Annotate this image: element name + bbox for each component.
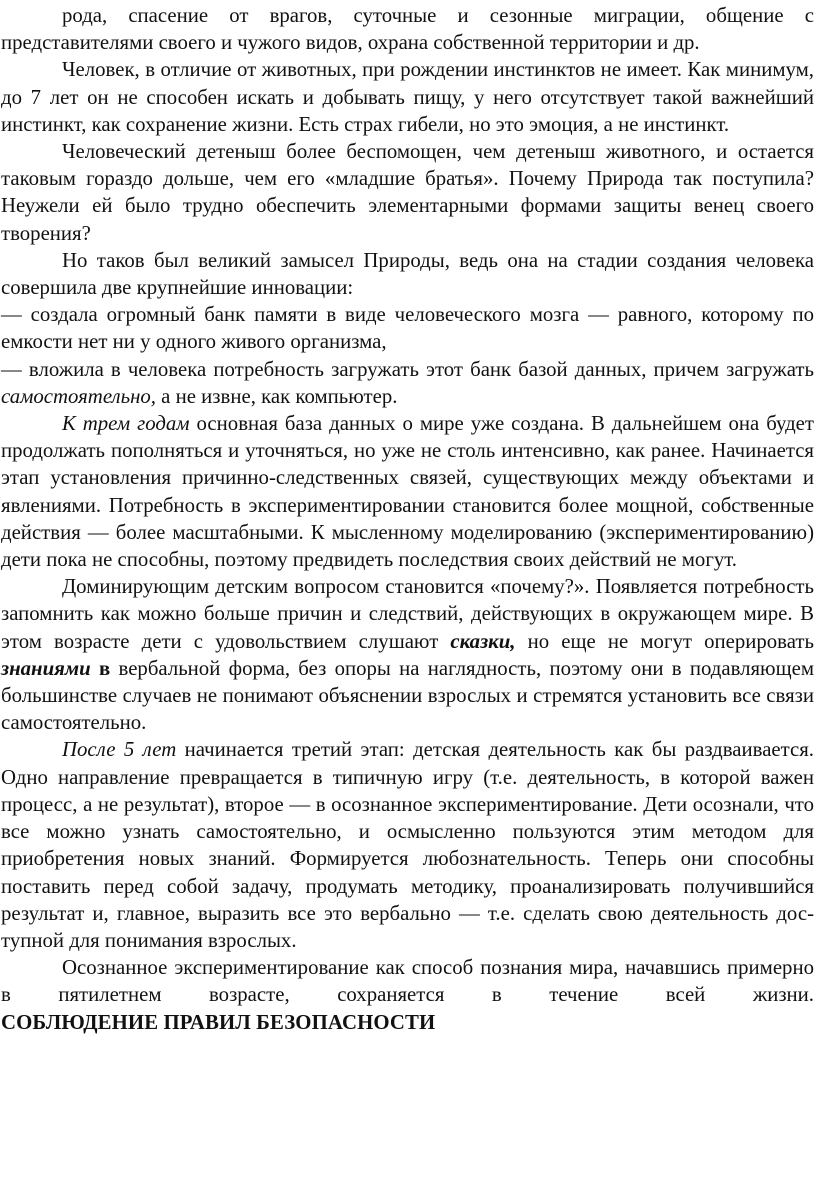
heading-text: СОБЛЮДЕНИЕ ПРАВИЛ БЕЗОПАСНОСТИ (1, 1010, 436, 1034)
paragraph-text: Осознанное экспериментирование как способ познания мира, начавшись примерно в пятилетнем возрасте, сохраняется в течение всей жизни. (1, 956, 814, 1007)
list-item-memory-bank (1, 301, 814, 355)
emphasis-text: К трем годам (62, 412, 190, 436)
bold-italic-text: сказки, (450, 629, 516, 653)
bold-italic-text: знаниями (1, 656, 91, 680)
paragraph-text: вербальной форма, без опоры на наглядность, поэтому они в подавляющем большинстве случаев не понимают объяснении взрослых и стремятся установить все связи самостоятельно. (1, 656, 815, 735)
emphasis-text: После 5 лет (62, 738, 177, 762)
paragraph-nature-plan (1, 247, 814, 301)
emphasis-text: самостоятельно, (1, 384, 156, 408)
paragraph-text: рода, спасение от врагов, суточные и сезонные миграции, общение с представителями своего и чужого видов, охрана собственной территории и др. (1, 4, 814, 55)
list-item-text: — создала огромный банк памяти в виде человеческого мозга — равного, которому по емкости нет ни у одного живого организма, (1, 303, 814, 354)
paragraph-text: Доминирующим детским вопросом становится «почему?». Появляется потребность запомнить как можно больше причин и следствий, действующих в окружающем мире. В этом возрасте дети с удовольствием слушают (1, 575, 814, 653)
paragraph-after-five (1, 736, 814, 954)
list-item-load-database (1, 356, 814, 410)
paragraph-three-years (1, 410, 814, 573)
paragraph-text: Человеческий детеныш более беспомощен, чем детеныш животного, и остается таковым гораздо дольше, чем его «младшие братья». Почему Природа так поступила? Неужели ей было трудно обеспечить элементарными формами защиты венец своего творения? (1, 140, 814, 245)
paragraph-text: основная база данных о мире уже создана. В дальнейшем она будет продолжать пополняться и уточняться, но уже не столь интенсивно, как ранее. Начинается этап установления причинно-следственных связей, существующих между объектами и явлениями. Потребность в экспериментировании становится более мощной, собственные действия — более масштабными. К мысленному моделированию (экспериментированию) дети пока не способны, поэтому предвидеть последствия своих действий не могут. (1, 412, 814, 572)
paragraph-text: начинается третий этап: детская деятельность как бы раздваивается. Одно направление превращается в типичную игру (т.е. деятельность, в которой важен процесс, а не результат), второе — в осознанное экспериментирование. Дети осознали, что все можно узнать самостоятельно, и осмысленно пользуются этим методом для приобретения новых знаний. Формируется любознательность. Теперь они способны поставить перед собой задачу, продумать методику, проанализировать получившийся результат и, главное, выразить все это вербально — т.е. сделать свою деятельность доступной для понимания взрослых. (1, 738, 815, 952)
paragraph-instincts (1, 56, 814, 138)
list-item-text: — вложила в человека потребность загружать этот банк базой данных, причем загружать (1, 357, 814, 381)
list-item-text: а не извне, как компьютер. (155, 384, 398, 408)
paragraph-continuation (1, 2, 814, 56)
section-heading (1, 1009, 814, 1036)
paragraph-helplessness (1, 138, 814, 247)
paragraph-text: но еще не могут оперировать (515, 629, 814, 653)
paragraph-why-question (1, 573, 814, 736)
paragraph-text: Человек, в отличие от животных, при рождении инстинктов не имеет. Как минимум, до 7 лет он не способен искать и добывать пищу, у него отсутствует такой важнейший инстинкт, как сохранение жизни. Есть страх гибели, но это эмоция, а не инстинкт. (1, 58, 814, 136)
paragraph-text: Но таков был великий замысел Природы, ведь она на стадии создания человека совершила две крупнейшие инновации: (1, 248, 814, 300)
bold-text: в (90, 656, 111, 680)
paragraph-conscious-experiment (1, 954, 814, 1008)
